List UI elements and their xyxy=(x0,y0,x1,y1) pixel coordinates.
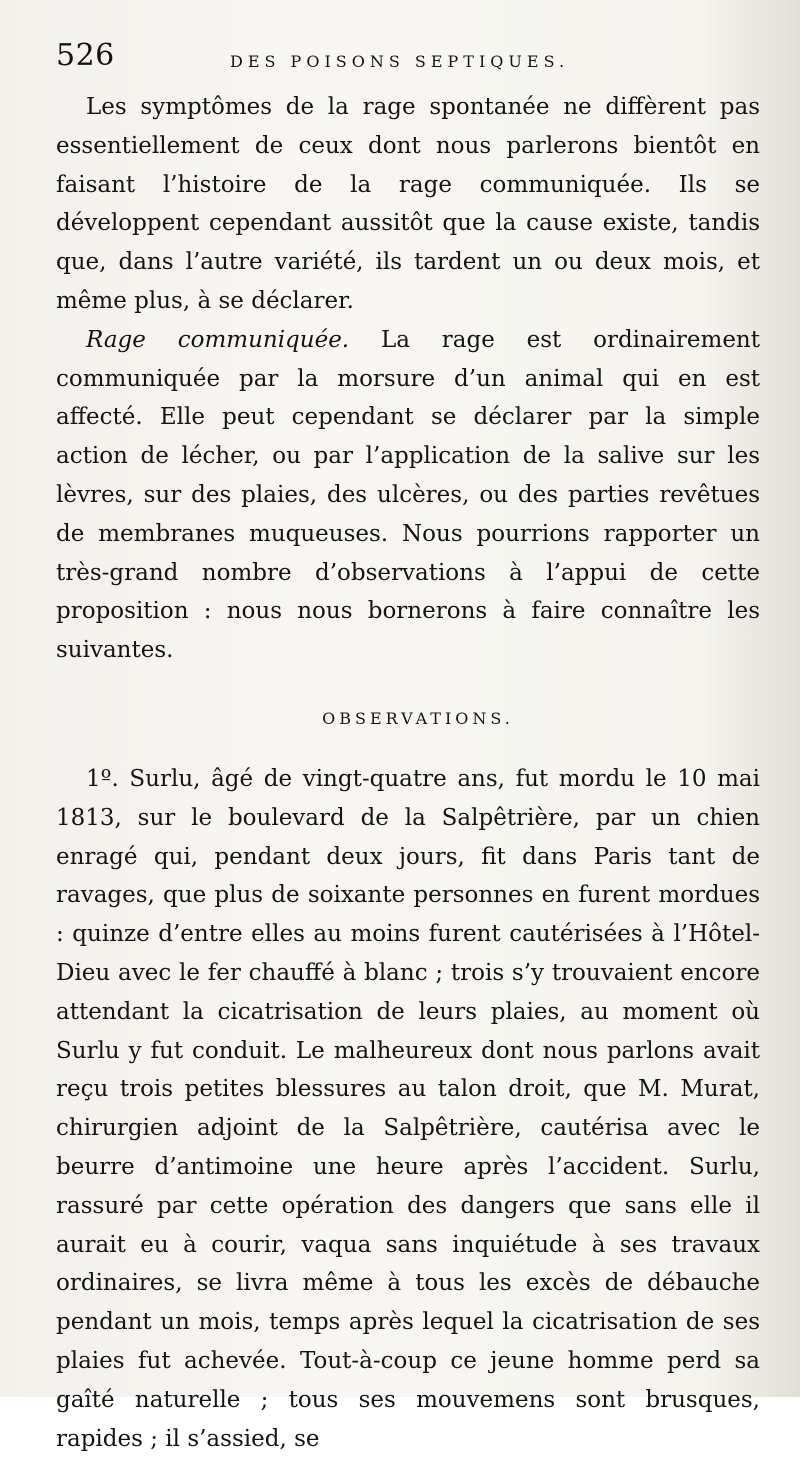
paragraph-communicated-rabies xyxy=(56,321,760,670)
page-number: 526 xyxy=(56,38,115,73)
body-text xyxy=(56,88,760,1458)
paragraph-italic-lead: Rage communiquée. xyxy=(86,326,350,353)
paragraph-spontaneous-rabies: Les symptômes de la rage spontanée ne diffèrent pas essentiellement de ceux dont nous parlerons bientôt en faisant l’histoire de la rage communiquée. Ils se développent cependant aussitôt que la cause existe, tandis que, dans l’autre variété, ils tardent un ou deux mois, et même plus, à se déclarer. xyxy=(56,94,760,314)
paragraph-communicated-text: La rage est ordinairement communiquée par la morsure d’un animal qui en est affecté. Elle peut cependant se déclarer par la simple action de lécher, ou par l’application de la salive sur les lèvres, sur des plaies, des ulcères, ou des parties revêtues de membranes muqueuses. Nous pourrions rapporter un très-grand nombre d’observations à l’appui de cette proposition : nous nous bornerons à faire connaître les suivantes. xyxy=(56,326,760,664)
observation-number: 1º. xyxy=(86,765,119,792)
observation-1-text: Surlu, âgé de vingt-quatre ans, fut mordu le 10 mai 1813, sur le boulevard de la Salpêtrière, par un chien enragé qui, pendant deux jours, fit dans Paris tant de ravages, que plus de soixante personnes en furent mordues : quinze d’entre elles au moins furent cautérisées à l’Hôtel-Dieu avec le fer chauffé à blanc ; trois s’y trouvaient encore attendant la cicatrisation de leurs plaies, au moment où Surlu y fut conduit. Le malheureux dont nous parlons avait reçu trois petites blessures au talon droit, que M. Murat, chirurgien adjoint de la Salpêtrière, cautérisa avec le beurre d’antimoine une heure après l’accident. Surlu, rassuré par cette opération des dangers que sans elle il aurait eu à courir, vaqua sans inquiétude à ses travaux ordinaires, se livra même à tous les excès de débauche pendant un mois, temps après lequel la cicatrisation de ses plaies fut achevée. Tout-à-coup ce jeune homme perd sa gaîté naturelle ; tous ses mouvemens sont brusques, rapides ; il s’assied, se xyxy=(56,765,760,1452)
section-heading-observations: OBSERVATIONS. xyxy=(322,708,514,728)
observation-1 xyxy=(56,760,760,1458)
page-header xyxy=(0,38,800,78)
running-head: DES POISONS SEPTIQUES. xyxy=(230,52,570,71)
